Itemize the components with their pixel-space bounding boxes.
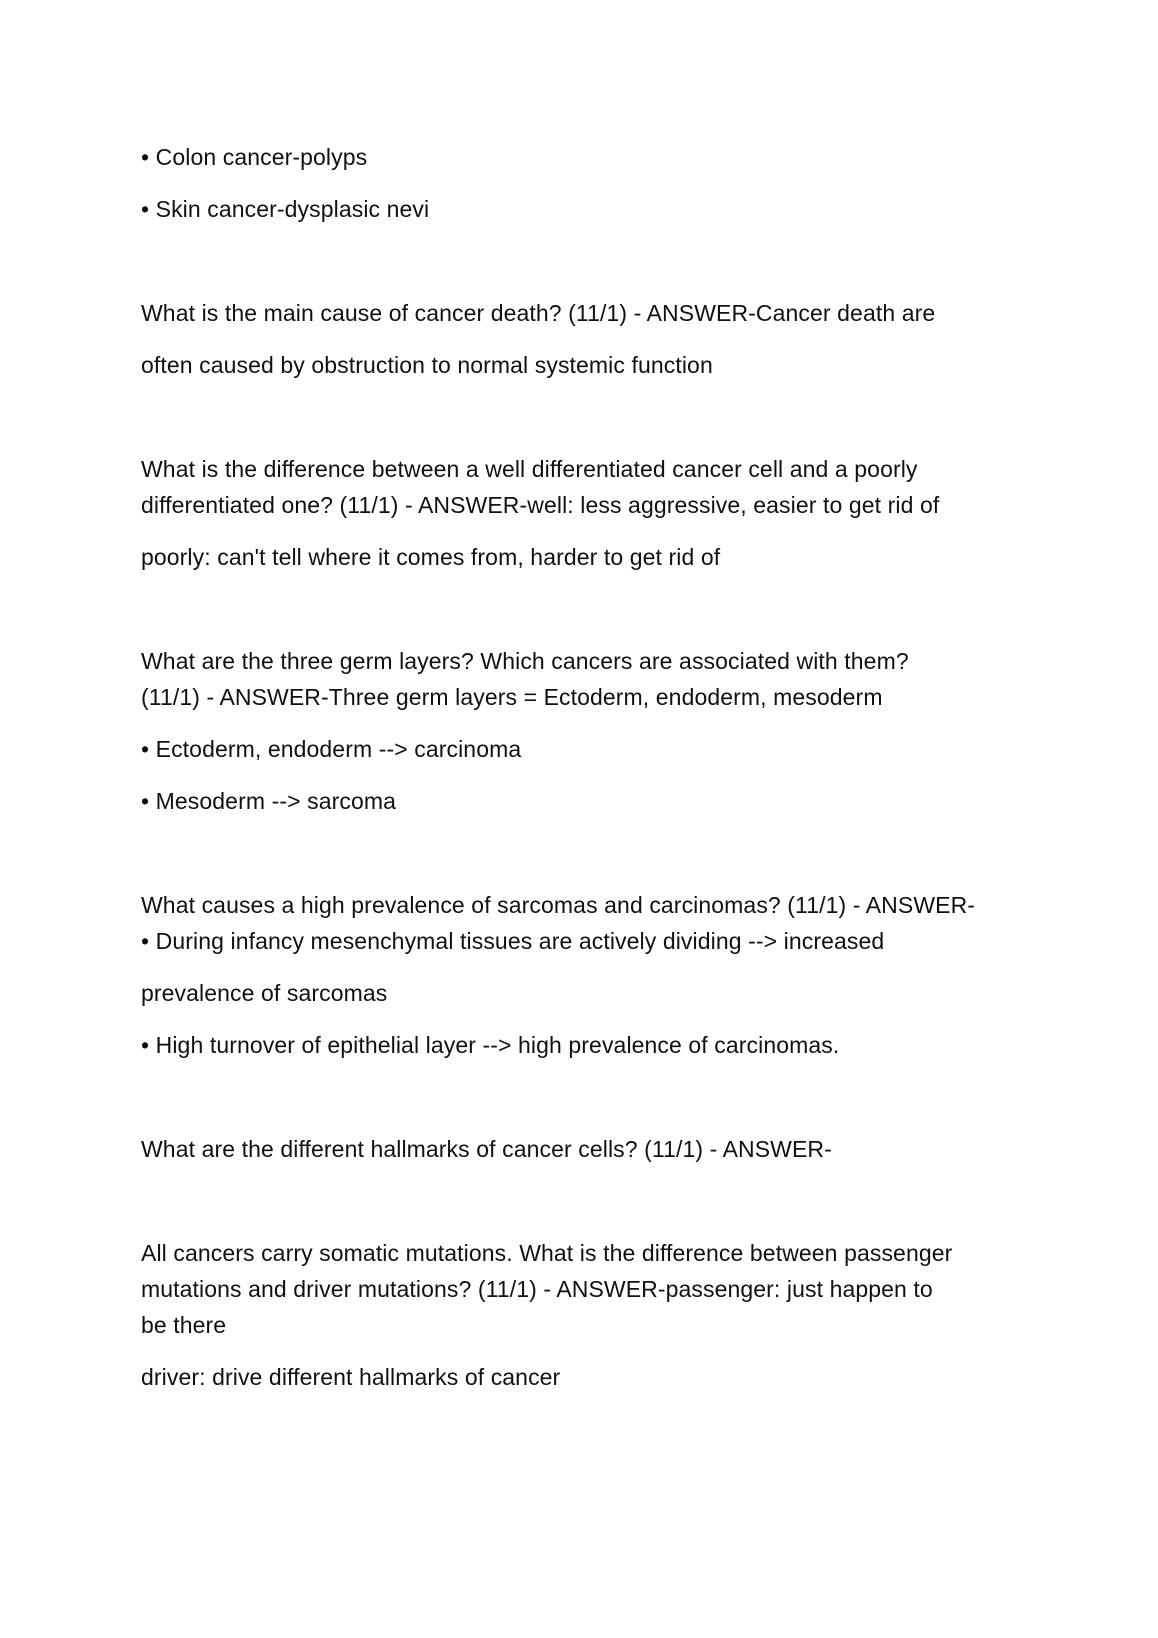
question-germ-layers-line-2: (11/1) - ANSWER-Three germ layers = Ectoderm, endoderm, mesoderm bbox=[141, 684, 883, 710]
question-mutations-line-3: be there bbox=[141, 1312, 227, 1338]
question-prevalence-line-1: What causes a high prevalence of sarcomas and carcinomas? (11/1) - ANSWER- bbox=[141, 892, 976, 918]
bullet-mesoderm: • Mesoderm --> sarcoma bbox=[141, 788, 397, 814]
answer-driver-mutations: driver: drive different hallmarks of cancer bbox=[141, 1364, 561, 1390]
bullet-ectoderm-endoderm: • Ectoderm, endoderm --> carcinoma bbox=[141, 736, 522, 762]
question-mutations-line-1: All cancers carry somatic mutations. What is the difference between passenger bbox=[141, 1240, 953, 1266]
question-mutations-line-2: mutations and driver mutations? (11/1) - ANSWER-passenger: just happen to bbox=[141, 1276, 933, 1302]
answer-poorly-differentiated: poorly: can't tell where it comes from, harder to get rid of bbox=[141, 544, 721, 570]
question-hallmarks: What are the different hallmarks of cancer cells? (11/1) - ANSWER- bbox=[141, 1136, 832, 1162]
bullet-infancy-line-2: prevalence of sarcomas bbox=[141, 980, 388, 1006]
question-germ-layers-line-1: What are the three germ layers? Which cancers are associated with them? bbox=[141, 648, 909, 674]
bullet-colon-cancer: • Colon cancer-polyps bbox=[141, 144, 368, 170]
question-main-cause-line-1: What is the main cause of cancer death? (11/1) - ANSWER-Cancer death are bbox=[141, 300, 936, 326]
question-differentiation-line-2: differentiated one? (11/1) - ANSWER-well: less aggressive, easier to get rid of bbox=[141, 492, 940, 518]
bullet-infancy-line-1: • During infancy mesenchymal tissues are actively dividing --> increased bbox=[141, 928, 885, 954]
bullet-epithelial-turnover: • High turnover of epithelial layer --> high prevalence of carcinomas. bbox=[141, 1032, 840, 1058]
question-differentiation-line-1: What is the difference between a well differentiated cancer cell and a poorly bbox=[141, 456, 918, 482]
question-main-cause-line-2: often caused by obstruction to normal systemic function bbox=[141, 352, 713, 378]
bullet-skin-cancer: • Skin cancer-dysplasic nevi bbox=[141, 196, 430, 222]
